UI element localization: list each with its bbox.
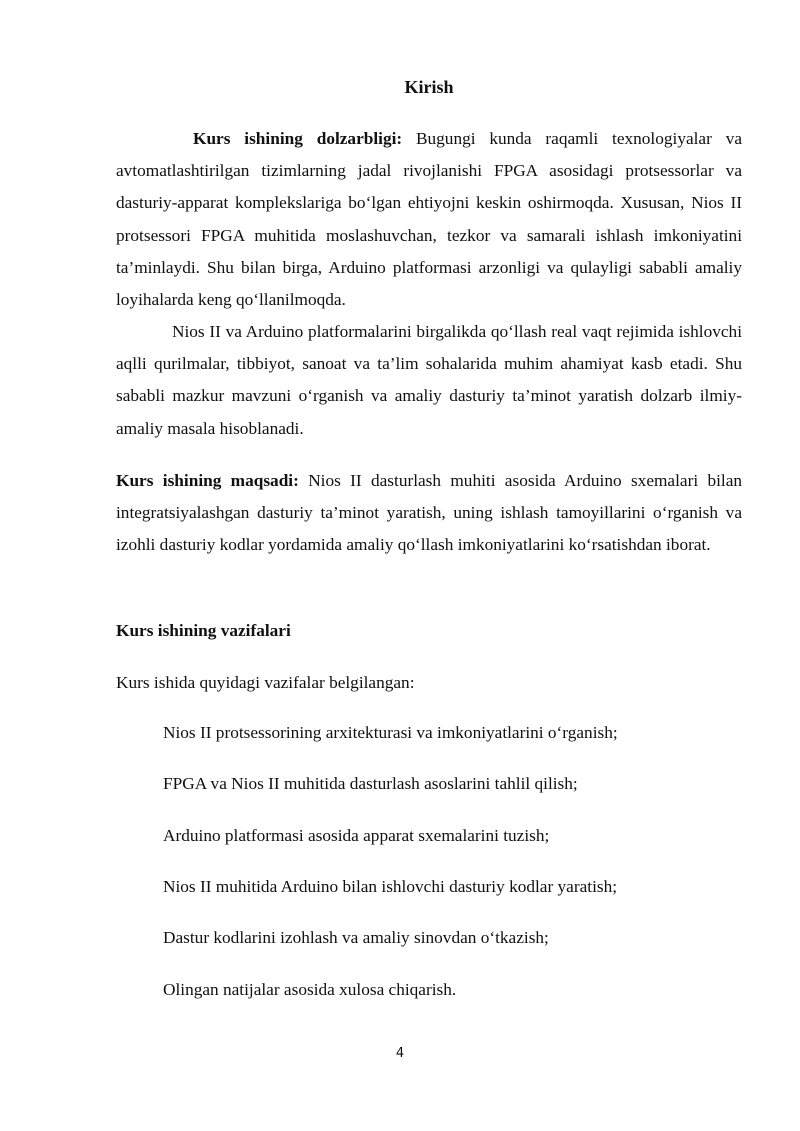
dolzarblik-paragraph-2: Nios II va Arduino platformalarini birgalikda qo‘llash real vaqt rejimida ishlovchi aqlli qurilmalar, tibbiyot, sanoat va ta’lim sohalarida muhim ahamiyat kasb etadi. Shu sababli mazkur mavzuni o‘rganish va amaliy dasturiy ta’minot yaratish dolzarb ilmiy-amaliy masala hisoblanadi. (116, 322, 742, 438)
task-item: Nios II muhitida Arduino bilan ishlovchi dasturiy kodlar yaratish; (163, 877, 618, 896)
maqsad-paragraph (116, 465, 742, 562)
vazifalar-intro: Kurs ishida quyidagi vazifalar belgilangan: (116, 673, 415, 692)
task-item: Dastur kodlarini izohlash va amaliy sinovdan o‘tkazish; (163, 928, 549, 947)
page-number: 4 (395, 1046, 405, 1061)
dolzarblik-label: Kurs ishining dolzarbligi: (193, 129, 403, 148)
vazifalar-heading: Kurs ishining vazifalari (116, 621, 291, 640)
task-item: Olingan natijalar asosida xulosa chiqarish. (163, 980, 457, 999)
page-title: Kirish (404, 77, 454, 97)
maqsad-label: Kurs ishining maqsadi: (116, 471, 299, 490)
task-item: Arduino platformasi asosida apparat sxemalarini tuzish; (163, 826, 550, 845)
task-item: Nios II protsessorining arxitekturasi va imkoniyatlarini o‘rganish; (163, 723, 618, 742)
dolzarblik-text: Bugungi kunda raqamli texnologiyalar va avtomatlashtirilgan tizimlarning jadal rivojlanishi FPGA asosidagi protsessorlar va dasturiy-apparat komplekslariga bo‘lgan ehtiyojni keskin oshirmoqda. Xususan, Nios II protsessori FPGA muhitida moslashuvchan, tezkor va samarali ishlash imkoniyatini ta’minlaydi. Shu bilan birga, Arduino platformasi arzonligi va qulayligi sababli amaliy loyihalarda keng qo‘llanilmoqda. (116, 129, 742, 310)
dolzarblik-paragraph (116, 123, 742, 316)
maqsad-text: Nios II dasturlash muhiti asosida Arduino sxemalari bilan integratsiyalashgan dasturiy ta’minot yaratish, uning ishlash tamoyillarini o‘rganish va izohli dasturiy kodlar yordamida amaliy qo‘llash imkoniyatlarini ko‘rsatishdan iborat. (116, 471, 743, 555)
task-item: FPGA va Nios II muhitida dasturlash asoslarini tahlil qilish; (163, 774, 578, 793)
